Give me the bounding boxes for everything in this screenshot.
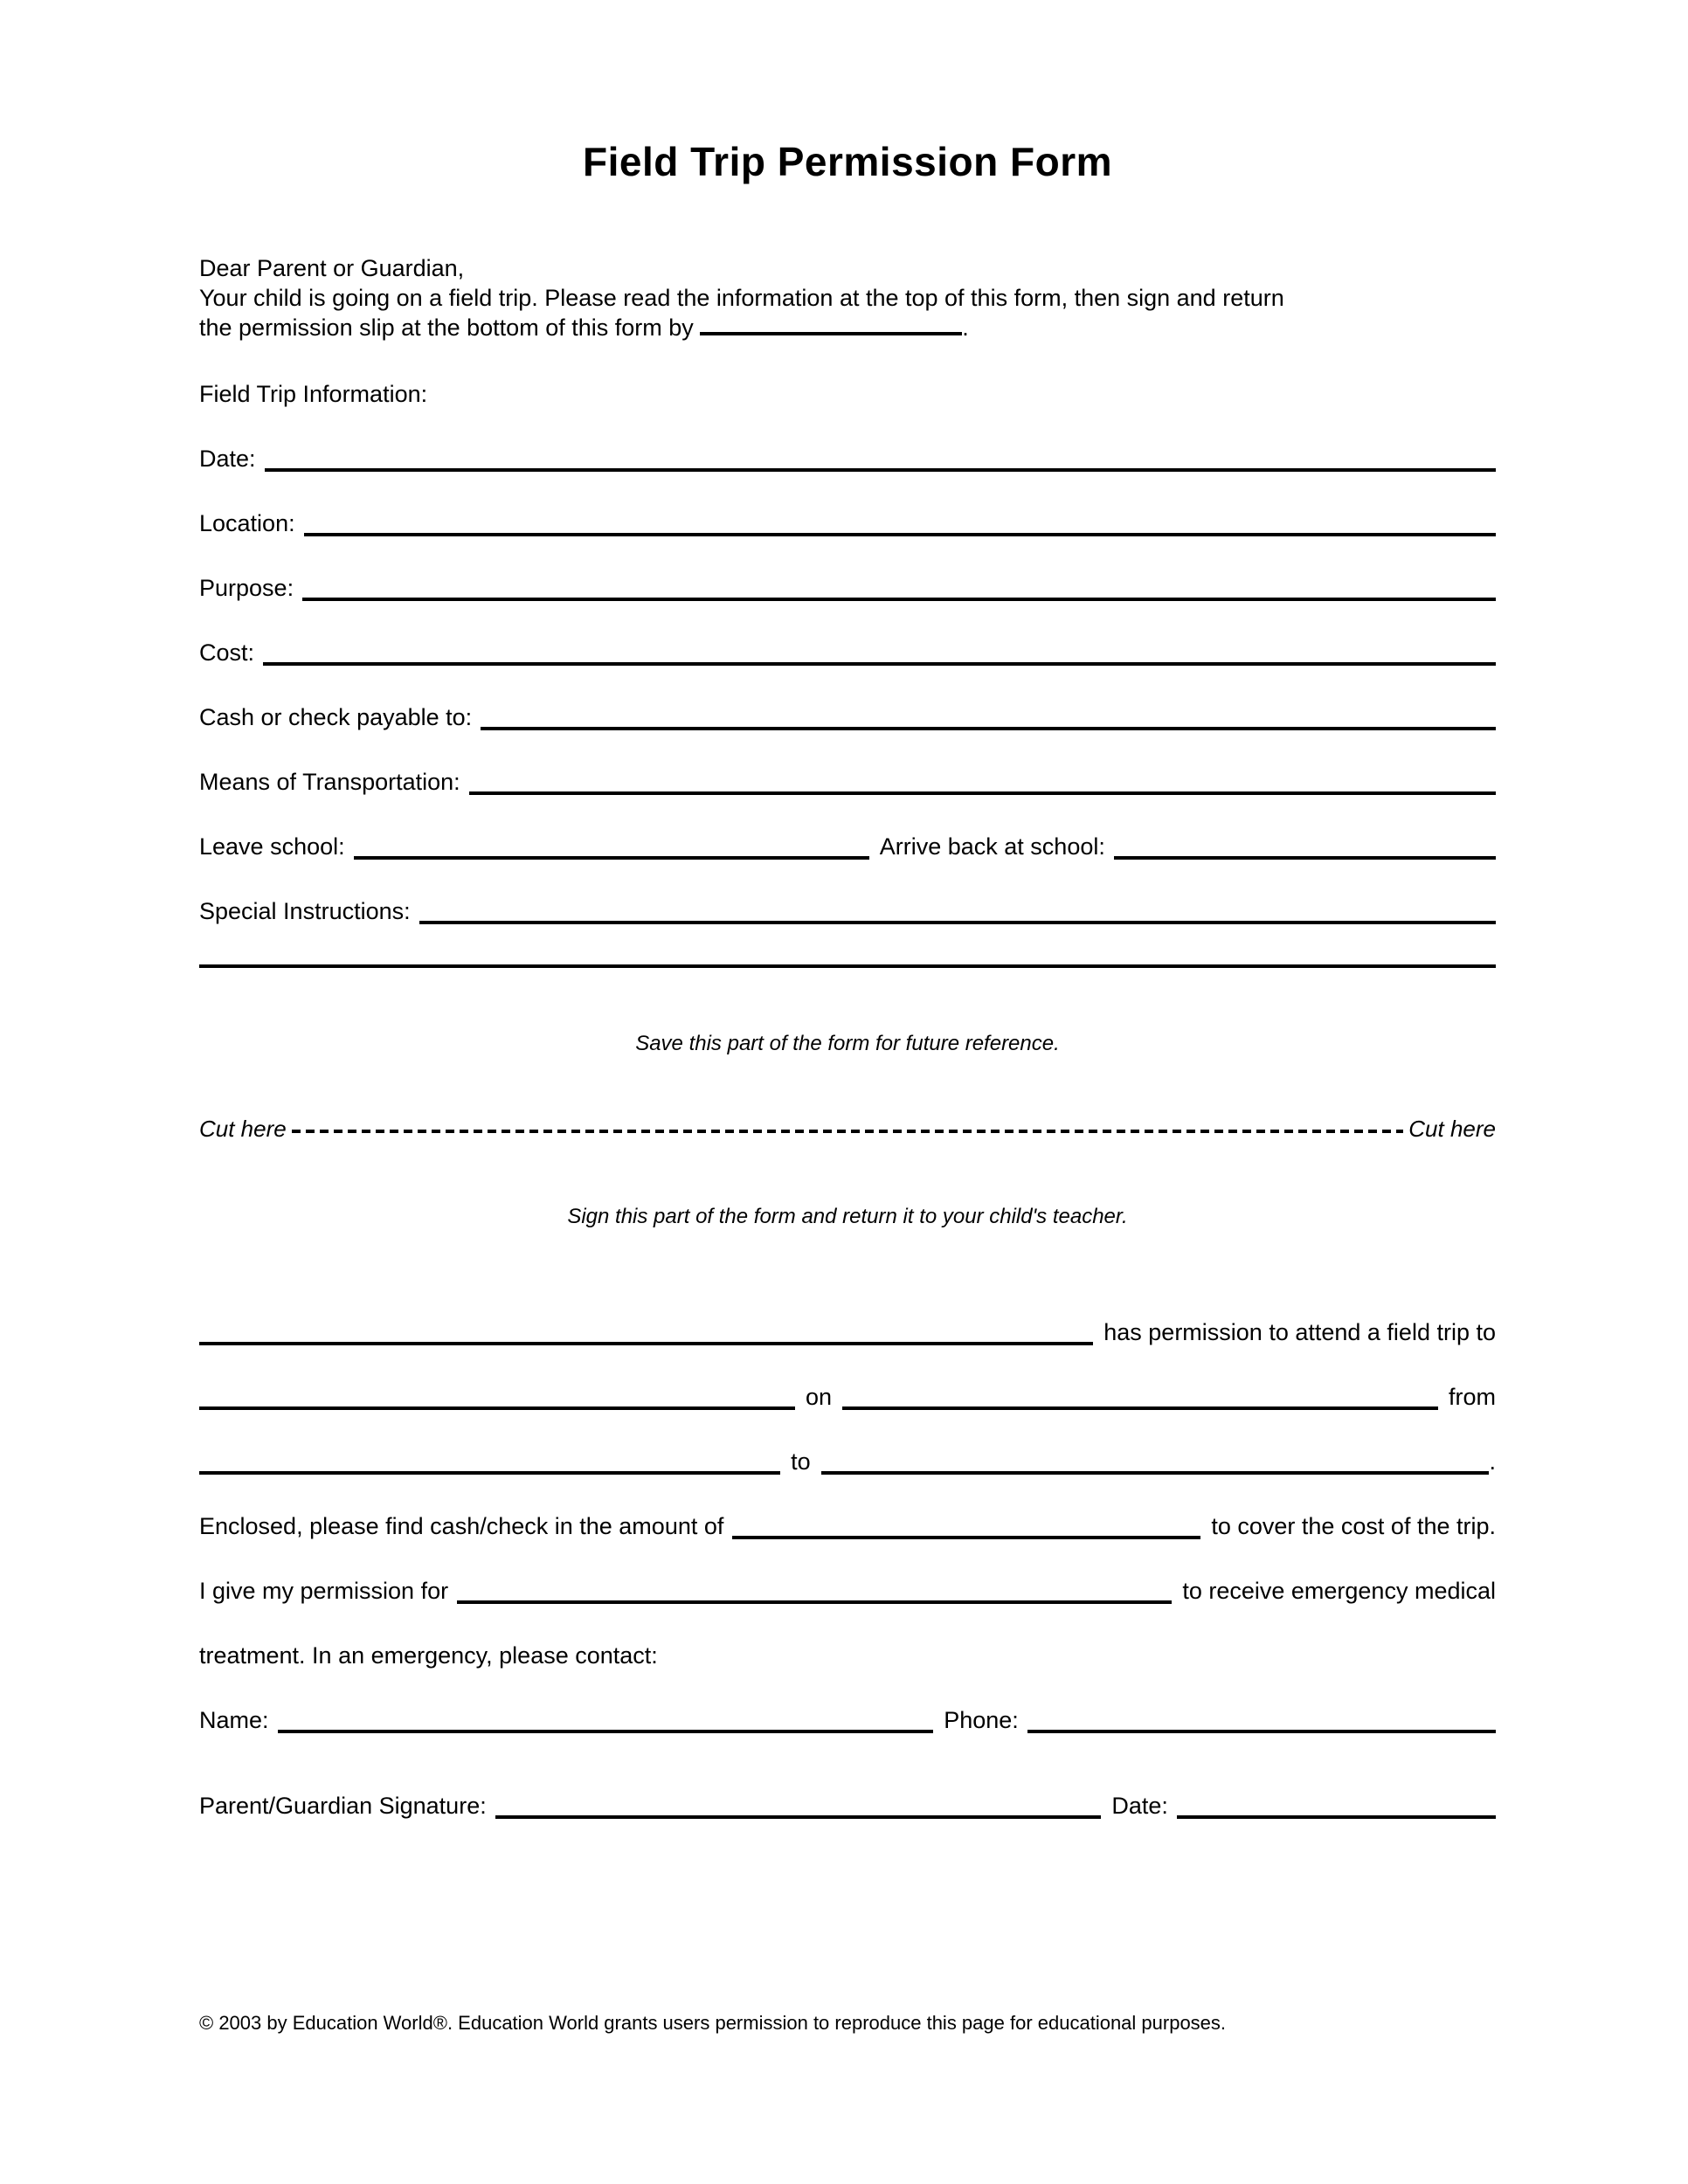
field-row-transportation (199, 767, 1496, 797)
cost-label: Cost: (199, 639, 255, 666)
sign-note: Sign this part of the form and return it to your child's teacher. (567, 1205, 1128, 1228)
field-row-date (199, 444, 1496, 473)
signature-row (199, 1791, 1496, 1821)
special-instructions-continuation-line (199, 964, 1496, 968)
on-label: on (805, 1384, 833, 1410)
intro-period: . (962, 314, 969, 341)
student-name-blank-line (199, 1317, 1093, 1345)
transportation-blank-line (469, 767, 1496, 795)
time-range-period: . (1489, 1448, 1496, 1475)
permission-row-student (199, 1317, 1496, 1347)
date-label: Date: (199, 446, 256, 472)
cut-here-right-label: Cut here (1408, 1116, 1496, 1142)
enclosed-text-before: Enclosed, please find cash/check in the amount of (199, 1513, 724, 1539)
transportation-label: Means of Transportation: (199, 769, 460, 795)
purpose-label: Purpose: (199, 575, 294, 601)
permission-row-contact (199, 1705, 1496, 1735)
to-label: to (791, 1448, 811, 1475)
location-label: Location: (199, 510, 295, 536)
permission-row-time-range (199, 1447, 1496, 1476)
from-label: from (1449, 1384, 1497, 1410)
signature-date-label: Date: (1111, 1793, 1168, 1819)
signature-label: Parent/Guardian Signature: (199, 1793, 487, 1819)
cut-line-dashes (292, 1130, 1404, 1133)
has-permission-text: has permission to attend a field trip to (1103, 1319, 1496, 1345)
amount-blank-line (732, 1511, 1200, 1539)
intro-body-line2 (199, 313, 1496, 342)
cost-blank-line (263, 638, 1496, 666)
permission-row-medical (199, 1576, 1496, 1606)
special-instructions-label: Special Instructions: (199, 898, 411, 924)
page-title: Field Trip Permission Form (582, 139, 1112, 184)
return-by-blank-line (700, 332, 962, 335)
date-of-trip-blank-line (842, 1382, 1438, 1410)
intro-salutation: Dear Parent or Guardian, (199, 255, 465, 281)
payable-to-blank-line (481, 702, 1496, 730)
treatment-text: treatment. In an emergency, please contact: (199, 1642, 658, 1669)
location-blank-line (304, 508, 1496, 536)
field-row-special-instructions (199, 896, 1496, 926)
intro-paragraph (199, 253, 1496, 342)
permission-row-destination (199, 1382, 1496, 1412)
contact-phone-label: Phone: (944, 1707, 1019, 1733)
copyright-footer: © 2003 by Education World®. Education World grants users permission to reproduce this page for educational purposes. (199, 2012, 1227, 2034)
intro-body-line1: Your child is going on a field trip. Please read the information at the top of this form, then sign and return (199, 285, 1284, 311)
contact-name-label: Name: (199, 1707, 269, 1733)
field-row-location (199, 508, 1496, 538)
give-permission-text-after: to receive emergency medical (1182, 1578, 1496, 1604)
give-permission-text-before: I give my permission for (199, 1578, 449, 1604)
enclosed-text-after: to cover the cost of the trip. (1211, 1513, 1496, 1539)
signature-date-blank-line (1177, 1791, 1496, 1819)
arrive-back-blank-line (1114, 832, 1496, 860)
permission-row-enclosed (199, 1511, 1496, 1541)
special-instructions-blank-line (419, 896, 1496, 924)
arrive-back-label: Arrive back at school: (879, 833, 1105, 860)
destination-blank-line (199, 1382, 795, 1410)
save-note: Save this part of the form for future reference. (635, 1032, 1060, 1055)
field-row-purpose (199, 573, 1496, 603)
field-trip-info-heading: Field Trip Information: (199, 381, 428, 407)
field-row-times (199, 832, 1496, 861)
end-time-blank-line (821, 1447, 1490, 1475)
permission-row-treatment (199, 1641, 1496, 1670)
contact-phone-blank-line (1027, 1705, 1496, 1733)
medical-name-blank-line (457, 1576, 1172, 1604)
field-row-payable-to (199, 702, 1496, 732)
leave-school-label: Leave school: (199, 833, 345, 860)
cut-here-divider (199, 1115, 1496, 1143)
cut-here-left-label: Cut here (199, 1116, 287, 1142)
payable-to-label: Cash or check payable to: (199, 704, 473, 730)
signature-blank-line (495, 1791, 1102, 1819)
start-time-blank-line (199, 1447, 780, 1475)
date-blank-line (265, 444, 1496, 472)
field-row-cost (199, 638, 1496, 667)
purpose-blank-line (302, 573, 1496, 601)
contact-name-blank-line (278, 1705, 934, 1733)
leave-school-blank-line (354, 832, 869, 860)
intro-body-line2-text: the permission slip at the bottom of this form by (199, 314, 694, 341)
